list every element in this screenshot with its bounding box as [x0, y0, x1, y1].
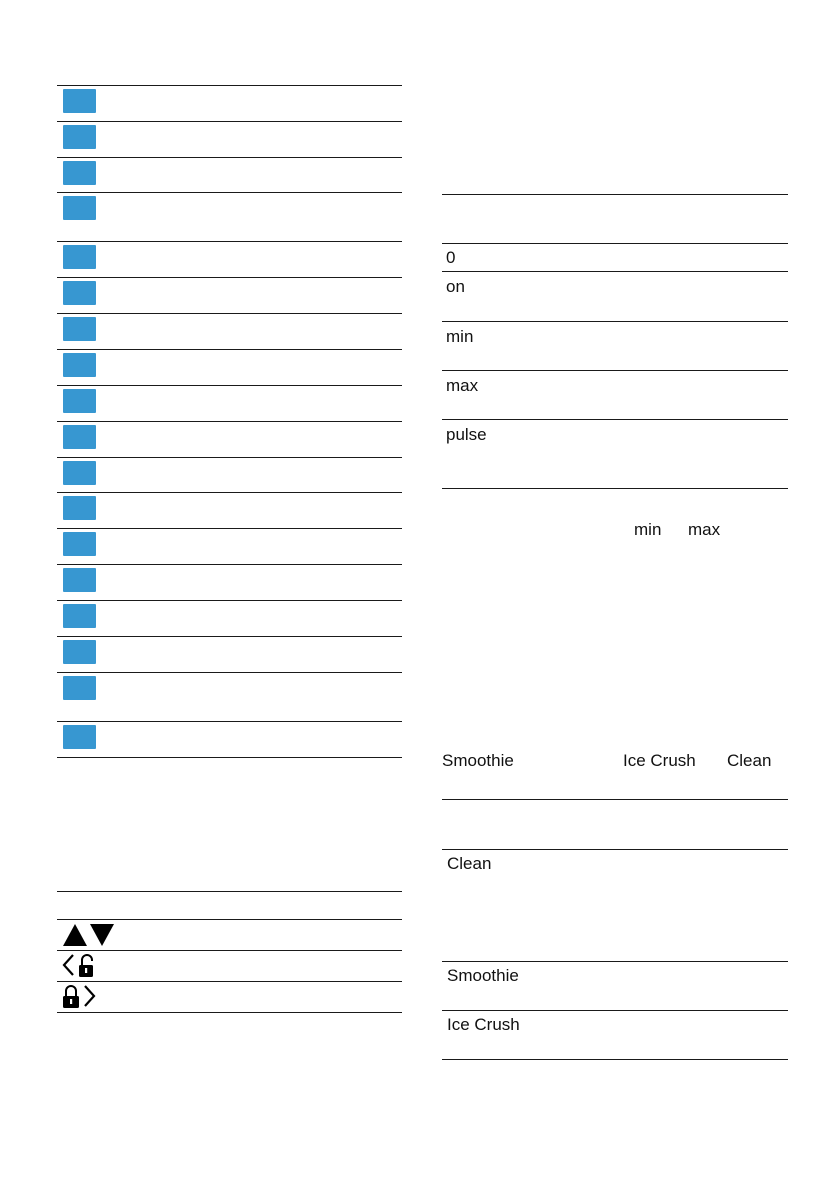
lock-arrow-right-icon: [62, 984, 98, 1010]
part-number-badge: [63, 532, 96, 556]
triangle-up-down-icon: [62, 923, 116, 947]
speed-table-rule: [442, 370, 788, 371]
parts-list-rule: [57, 421, 402, 422]
parts-list-rule: [57, 121, 402, 122]
parts-list-rule: [57, 636, 402, 637]
parts-list-rule: [57, 313, 402, 314]
parts-list-rule: [57, 157, 402, 158]
parts-list-rule: [57, 277, 402, 278]
parts-list-rule: [57, 564, 402, 565]
speed-note-min: min: [634, 520, 662, 539]
part-number-badge: [63, 676, 96, 700]
part-number-badge: [63, 604, 96, 628]
parts-list-rule: [57, 492, 402, 493]
program-row-label: Smoothie: [447, 966, 519, 985]
speed-table-rule: [442, 321, 788, 322]
speed-table-rule: [442, 419, 788, 420]
program-table-rule: [442, 1059, 788, 1060]
program-table-rule: [442, 799, 788, 800]
part-number-badge: [63, 425, 96, 449]
parts-list-rule: [57, 349, 402, 350]
part-number-badge: [63, 196, 96, 220]
unlock-arrow-left-icon: [62, 953, 98, 979]
speed-table-rule: [442, 243, 788, 244]
speed-row-label: 0: [446, 248, 456, 267]
part-number-badge: [63, 389, 96, 413]
speed-row-label: on: [446, 277, 465, 296]
symbols-table-rule: [57, 981, 402, 982]
parts-list-rule: [57, 385, 402, 386]
parts-list-rule: [57, 600, 402, 601]
part-number-badge: [63, 461, 96, 485]
part-number-badge: [63, 245, 96, 269]
speed-table-rule: [442, 194, 788, 195]
program-row-label: Ice Crush: [447, 1015, 520, 1034]
program-table-rule: [442, 961, 788, 962]
parts-list-rule: [57, 721, 402, 722]
parts-list-rule: [57, 241, 402, 242]
part-number-badge: [63, 317, 96, 341]
speed-row-label: pulse: [446, 425, 487, 444]
parts-list-rule: [57, 85, 402, 86]
symbols-table-rule: [57, 950, 402, 951]
program-row-label: Clean: [447, 854, 492, 873]
speed-table-rule: [442, 488, 788, 489]
symbols-table-rule: [57, 891, 402, 892]
program-heading-smoothie: Smoothie: [442, 751, 514, 770]
speed-row-label: max: [446, 376, 479, 395]
parts-list-rule: [57, 192, 402, 193]
part-number-badge: [63, 89, 96, 113]
part-number-badge: [63, 353, 96, 377]
speed-note-max: max: [688, 520, 721, 539]
parts-list-rule: [57, 528, 402, 529]
part-number-badge: [63, 640, 96, 664]
speed-table-rule: [442, 271, 788, 272]
program-table-rule: [442, 1010, 788, 1011]
speed-row-label: min: [446, 327, 474, 346]
parts-list-rule: [57, 757, 402, 758]
program-heading-ice-crush: Ice Crush: [623, 751, 696, 770]
part-number-badge: [63, 725, 96, 749]
part-number-badge: [63, 568, 96, 592]
part-number-badge: [63, 496, 96, 520]
program-heading-clean: Clean: [727, 751, 772, 770]
symbols-table-rule: [57, 919, 402, 920]
part-number-badge: [63, 161, 96, 185]
part-number-badge: [63, 125, 96, 149]
program-table-rule: [442, 849, 788, 850]
parts-list-rule: [57, 457, 402, 458]
symbols-table-rule: [57, 1012, 402, 1013]
part-number-badge: [63, 281, 96, 305]
parts-list-rule: [57, 672, 402, 673]
